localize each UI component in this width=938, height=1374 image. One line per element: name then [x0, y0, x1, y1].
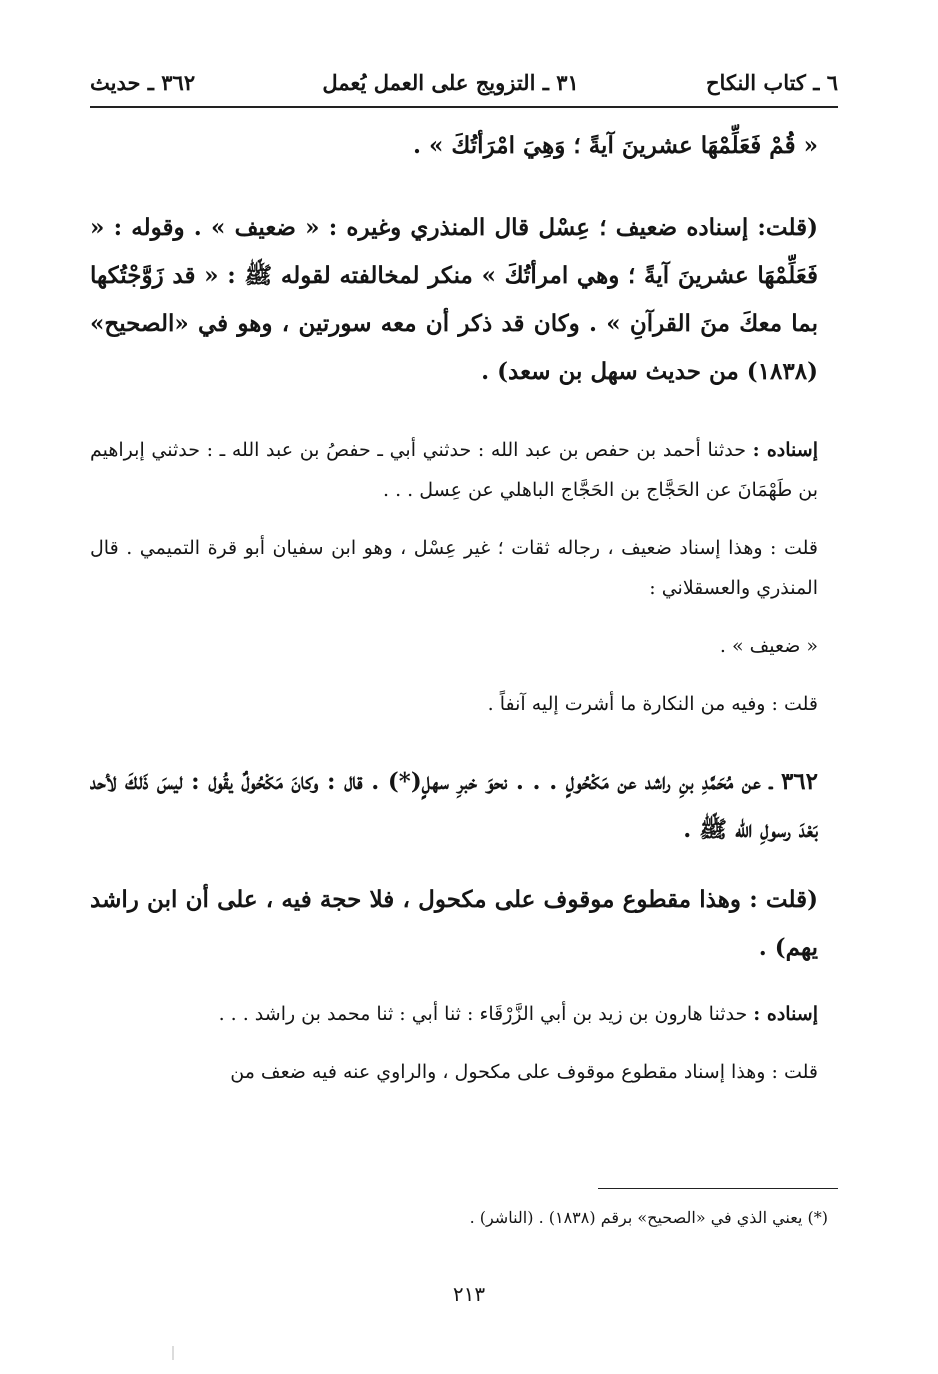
- commentary-paragraph: قلت : وهذا إسناد ضعيف ، رجاله ثقات ؛ غير عِسْل ، وهو ابن سفيان أبو قرة التميمي . قال المنذري والعسقلاني :: [90, 537, 818, 599]
- header-divider: [90, 106, 838, 108]
- isnad-label: إسناده :: [753, 1003, 818, 1025]
- isnad-label: إسناده :: [752, 439, 818, 461]
- commentary-paragraph: قلت : وهذا إسناد مقطوع موقوف على مكحول ، والراوي عنه فيه ضعف من: [230, 1061, 818, 1083]
- footnote: (*) يعني الذي في «الصحيح» برقم (١٨٣٨) . (الناشر) .: [469, 1208, 828, 1227]
- page-number: ٢١٣: [452, 1282, 486, 1306]
- hadith-362-text: ٣٦٢ ـ عن مُحَمَّدِ بنِ راشد عن مَكْحُولٍ . . . نحوَ خبرِ سهلٍ(*) . قال : وكانَ مَكْحُولٌ يقُول : ليسَ ذَلكَ لأحد بَعْدَ رسولِ الله ﷺ .: [90, 768, 818, 843]
- page-body: [90, 122, 818, 1092]
- grading-comment: (قلت : وهذا مقطوع موقوف على مكحول ، فلا حجة فيه ، على أن ابن راشد يهم) .: [90, 886, 818, 961]
- footnote-divider: [598, 1188, 838, 1189]
- running-header: [90, 70, 838, 106]
- scan-artifact: [172, 1346, 174, 1360]
- header-chapter-title: ٣١ ـ التزويج على العمل يُعمل: [322, 70, 579, 95]
- isnad-text: حدثنا هارون بن زيد بن أبي الزَّرْقَاء : ثنا أبي : ثنا محمد بن راشد . . .: [218, 1003, 754, 1025]
- commentary-paragraph: قلت : وفيه من النكارة ما أشرت إليه آنفاً .: [487, 693, 818, 715]
- isnad-paragraph: [90, 430, 818, 510]
- quoted-grading: « ضعيف » .: [719, 635, 818, 657]
- isnad-text: حدثنا أحمد بن حفص بن عبد الله : حدثني أبي ـ حفصُ بن عبد الله ـ : حدثني إبراهيم بن طَهْمَانَ عن الحَجَّاج بن الحَجَّاج الباهلي عن عِسل . . .: [90, 439, 818, 501]
- header-book-title: ٦ ـ كتاب النكاح: [706, 70, 838, 95]
- isnad-paragraph: [90, 994, 818, 1034]
- grading-comment: (قلت: إسناده ضعيف ؛ عِسْل قال المنذري وغيره : « ضعيف » . وقوله : « فَعَلِّمْهَا عشرينَ آيةً ؛ وهي امرأتُكَ » منكر لمخالفته لقوله ﷺ : « قد زَوَّجْتُكها بما معكَ منَ القرآنِ » . وكان قد ذكر أن معه سورتين ، وهو في «الصحيح» (١٨٣٨) من حديث سهل بن سعد) .: [90, 214, 818, 385]
- header-hadith-number: ٣٦٢ ـ حديث: [90, 70, 196, 95]
- hadith-text-ending: « قُمْ فَعَلِّمْهَا عشرينَ آيةً ؛ وَهِيَ امْرَأتُكَ » .: [413, 132, 818, 159]
